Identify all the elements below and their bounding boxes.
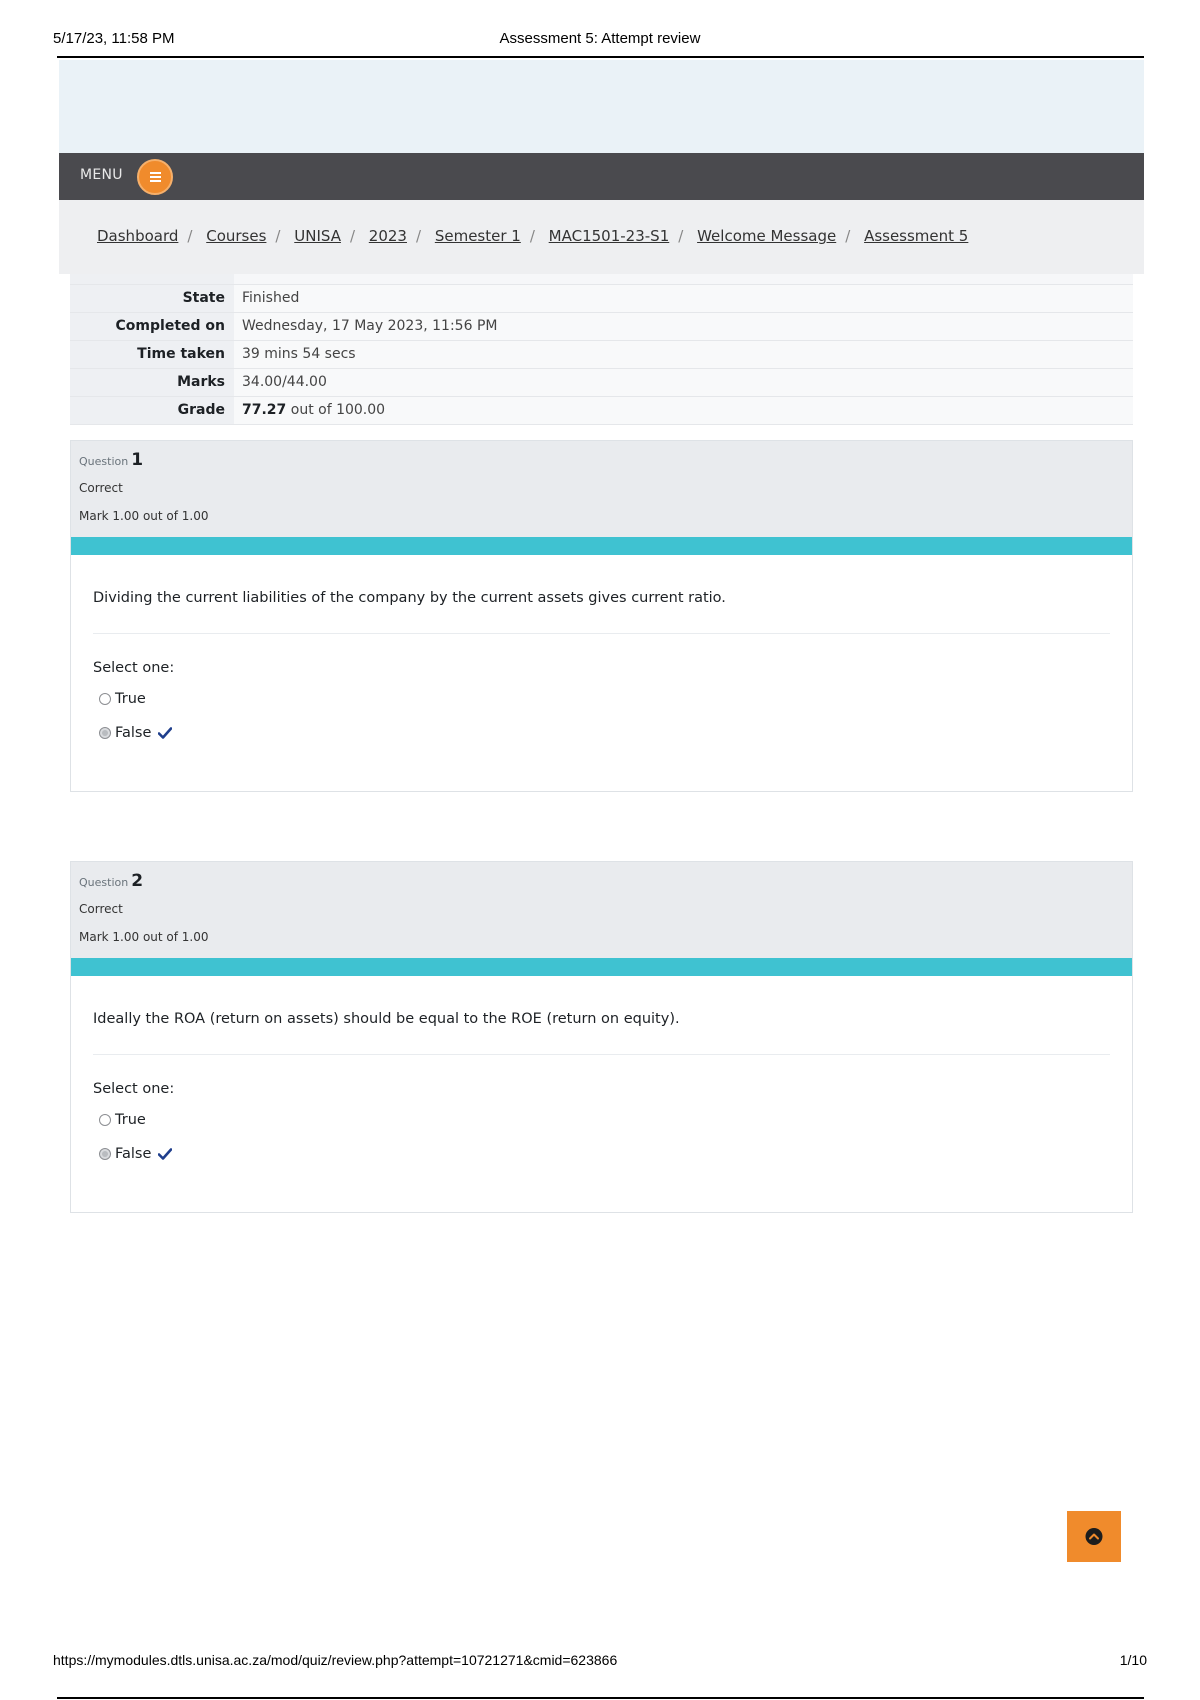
breadcrumb-courses[interactable]: Courses (206, 227, 267, 245)
summary-value: 39 mins 54 secs (234, 341, 1133, 368)
answer-option-false[interactable] (99, 1143, 1132, 1165)
checkmark-icon (158, 727, 172, 739)
answer-option-label: False (115, 1146, 152, 1162)
question-card (70, 440, 1133, 792)
breadcrumb-dashboard[interactable]: Dashboard (97, 227, 179, 245)
page-number: 1/10 (1119, 1652, 1147, 1668)
question-divider (93, 633, 1110, 634)
breadcrumb-welcome-message[interactable]: Welcome Message (697, 227, 837, 245)
grade-score: 77.27 (242, 402, 287, 418)
navbar (59, 153, 1144, 200)
checkmark-icon (158, 1148, 172, 1160)
answer-option-false[interactable] (99, 722, 1132, 744)
radio-button-selected[interactable] (99, 727, 111, 739)
summary-label: Marks (70, 369, 234, 396)
footer-divider (57, 1697, 1144, 1699)
question-state: Correct (79, 481, 123, 495)
question-number (79, 450, 143, 470)
answer-option-true[interactable] (99, 1109, 1132, 1131)
summary-row (70, 369, 1133, 397)
breadcrumb-separator: / (415, 227, 422, 245)
question-number (79, 871, 143, 891)
radio-button[interactable] (99, 1114, 111, 1126)
question-number-value: 1 (131, 450, 144, 470)
summary-label: Grade (70, 397, 234, 424)
summary-label: State (70, 285, 234, 312)
question-prefix: Question (79, 455, 129, 468)
summary-value: 34.00/44.00 (234, 369, 1133, 396)
breadcrumb-separator: / (678, 227, 684, 245)
question-prefix: Question (79, 876, 129, 889)
breadcrumb-separator: / (187, 227, 193, 245)
correct-status-strip (71, 958, 1132, 976)
breadcrumb-course[interactable]: MAC1501-23-S1 (548, 227, 670, 245)
breadcrumb-assessment[interactable]: Assessment 5 (864, 227, 969, 245)
hamburger-icon (150, 172, 161, 182)
summary-value: Wednesday, 17 May 2023, 11:56 PM (234, 313, 1133, 340)
back-to-top-button[interactable] (1067, 1511, 1121, 1562)
answer-option-label: True (115, 691, 146, 707)
radio-button-selected[interactable] (99, 1148, 111, 1160)
question-text: Ideally the ROA (return on assets) should be equal to the ROE (return on equity). (93, 1011, 680, 1027)
radio-button[interactable] (99, 693, 111, 705)
page-url: https://mymodules.dtls.unisa.ac.za/mod/quiz/review.php?attempt=10721271&cmid=623866 (53, 1652, 618, 1668)
summary-label: Completed on (70, 313, 234, 340)
breadcrumb-bar (59, 200, 1144, 274)
question-text: Dividing the current liabilities of the company by the current assets gives current ratio. (93, 590, 726, 606)
answer-option-label: True (115, 1112, 146, 1128)
summary-row (70, 285, 1133, 313)
question-divider (93, 1054, 1110, 1055)
breadcrumb-unisa[interactable]: UNISA (294, 227, 341, 245)
header-divider (57, 56, 1144, 58)
breadcrumb-separator: / (275, 227, 281, 245)
breadcrumb-semester[interactable]: Semester 1 (434, 227, 521, 245)
summary-row-partial (70, 274, 1133, 285)
print-title: Assessment 5: Attempt review (499, 30, 701, 47)
question-grade: Mark 1.00 out of 1.00 (79, 930, 209, 944)
question-card (70, 861, 1133, 1213)
summary-row (70, 313, 1133, 341)
menu-button[interactable] (137, 159, 173, 195)
page-banner (59, 60, 1144, 153)
correct-status-strip (71, 537, 1132, 555)
question-number-value: 2 (131, 871, 144, 891)
summary-label: Time taken (70, 341, 234, 368)
question-grade: Mark 1.00 out of 1.00 (79, 509, 209, 523)
answer-prompt: Select one: (93, 660, 175, 676)
breadcrumb-separator: / (529, 227, 535, 245)
summary-value (234, 397, 1133, 424)
answer-option-label: False (115, 725, 152, 741)
menu-label: MENU (80, 167, 123, 183)
question-state: Correct (79, 902, 123, 916)
answer-option-true[interactable] (99, 688, 1132, 710)
breadcrumb-year[interactable]: 2023 (368, 227, 407, 245)
summary-value: Finished (234, 285, 1133, 312)
grade-suffix: out of 100.00 (290, 402, 386, 418)
summary-row (70, 341, 1133, 369)
question-info (71, 441, 1132, 537)
attempt-summary-table (70, 274, 1133, 425)
question-info (71, 862, 1132, 958)
arrow-up-circle-icon (1071, 1515, 1117, 1558)
print-date: 5/17/23, 11:58 PM (53, 30, 175, 47)
breadcrumb-separator: / (845, 227, 851, 245)
breadcrumb (97, 227, 968, 245)
print-header (53, 30, 1147, 50)
summary-row-grade (70, 397, 1133, 425)
breadcrumb-separator: / (349, 227, 356, 245)
answer-prompt: Select one: (93, 1081, 175, 1097)
print-footer (53, 1652, 1147, 1672)
